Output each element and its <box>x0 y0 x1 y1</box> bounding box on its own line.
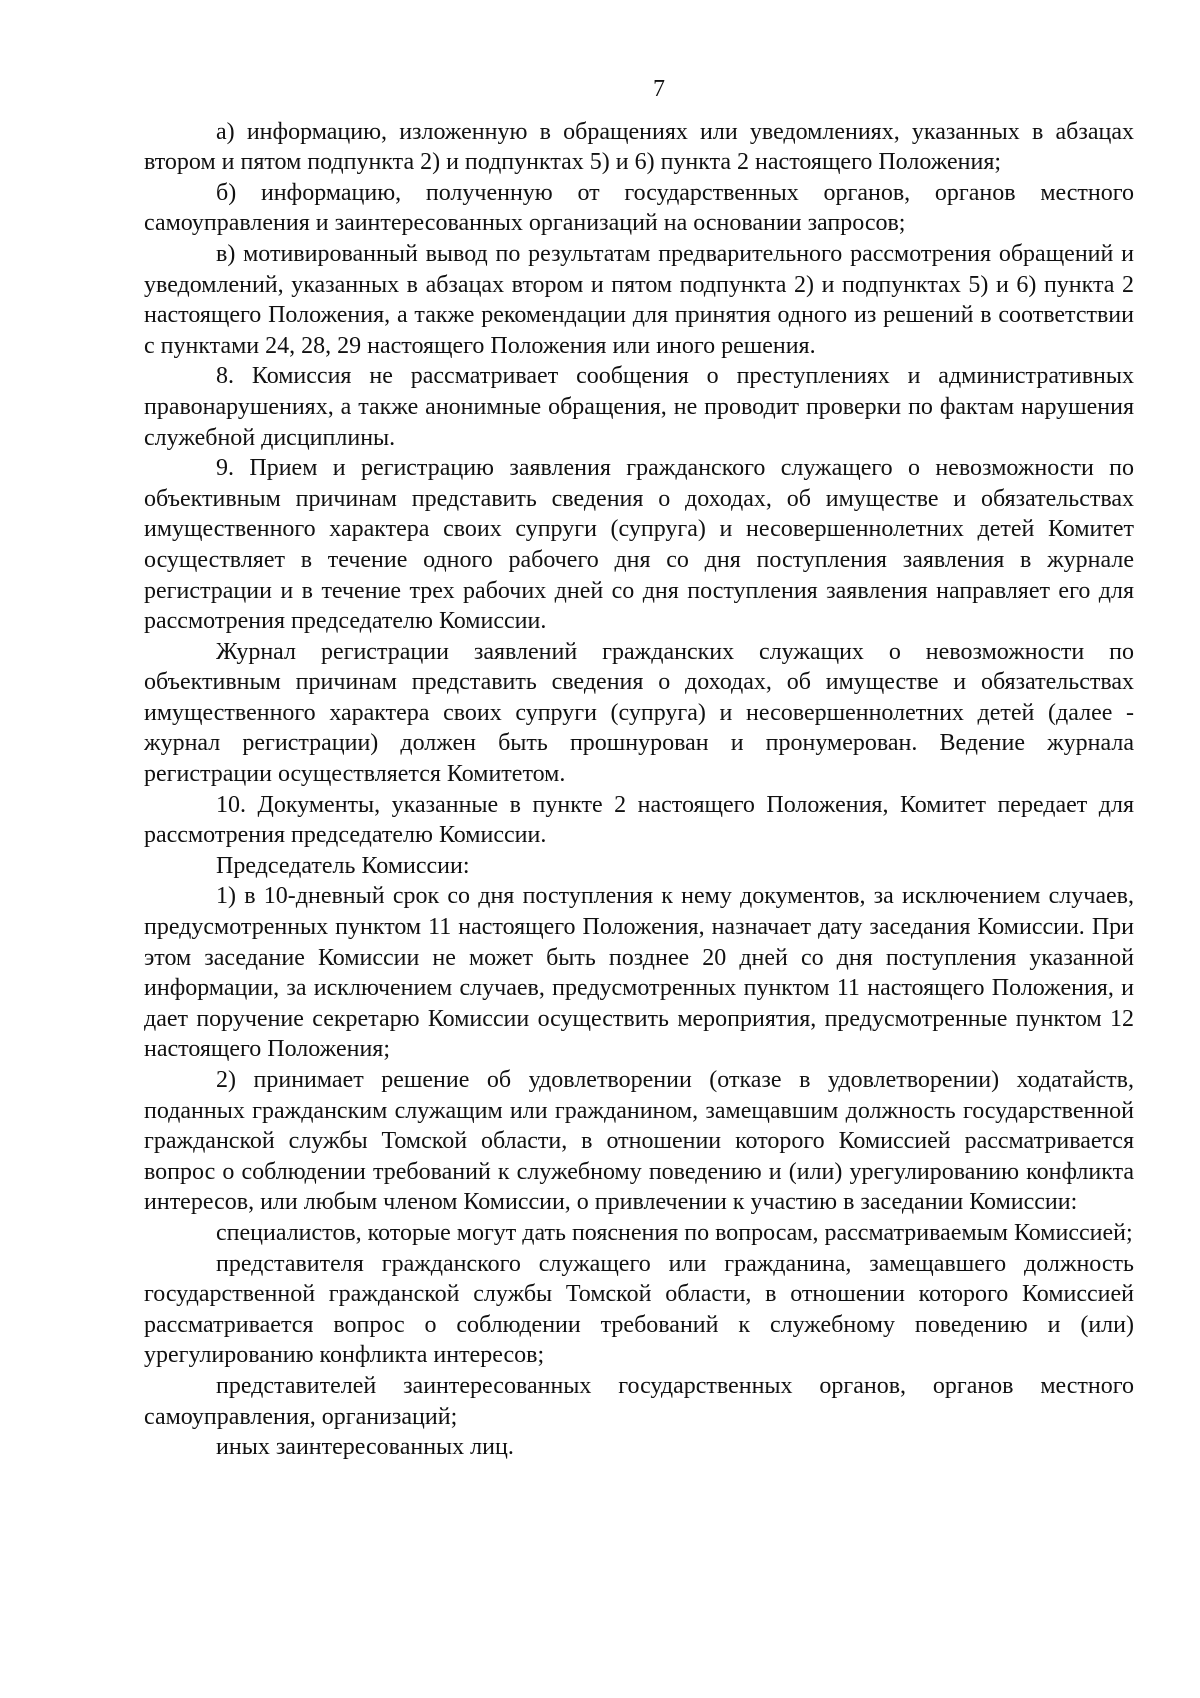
paragraph-item-b: б) информацию, полученную от государственных органов, органов местного самоуправления и заинтересованных организаций на основании запросов; <box>144 179 1134 237</box>
paragraph-item-v: в) мотивированный вывод по результатам предварительного рассмотрения обращений и уведомлений, указанных в абзацах втором и пятом подпункта 2) и подпунктах 5) и 6) пункта 2 настоящего Положения, а также рекомендации для принятия одного из решений в соответствии с пунктами 24, 28, 29 настоящего Положения или иного решения. <box>144 240 1134 359</box>
paragraph-clause-8: 8. Комиссия не рассматривает сообщения о преступлениях и административных правонарушениях, а также анонимные обращения, не проводит проверки по фактам нарушения служебной дисциплины. <box>144 363 1134 451</box>
paragraph-bodies-representatives: представителей заинтересованных государственных органов, органов местного самоуправления, организаций; <box>144 1372 1134 1430</box>
paragraph-subitem-1: 1) в 10-дневный срок со дня поступления к нему документов, за исключением случаев, предусмотренных пунктом 11 настоящего Положения, назначает дату заседания Комиссии. При этом заседание Комиссии не может быть позднее 20 дней со дня поступления указанной информации, за исключением случаев, предусмотренных пунктом 11 настоящего Положения, и дает поручение секретарю Комиссии осуществить мероприятия, предусмотренные пунктом 12 настоящего Положения; <box>144 883 1134 1063</box>
paragraph-subitem-2: 2) принимает решение об удовлетворении (отказе в удовлетворении) ходатайств, поданных гражданским служащим или гражданином, замещавшим должность государственной гражданской службы Томской области, в отношении которого Комиссией рассматривается вопрос о соблюдении требований к служебному поведению и (или) урегулированию конфликта интересов, или любым членом Комиссии, о привлечении к участию в заседании Комиссии: <box>144 1067 1134 1216</box>
page-number: 7 <box>653 76 665 102</box>
paragraph-chairman-heading: Председатель Комиссии: <box>216 852 470 879</box>
paragraph-representative: представителя гражданского служащего или гражданина, замещавшего должность государственной гражданской службы Томской области, в отношении которого Комиссией рассматривается вопрос о соблюдении требований к служебному поведению и (или) урегулированию конфликта интересов; <box>144 1250 1134 1369</box>
paragraph-clause-9: 9. Прием и регистрацию заявления гражданского служащего о невозможности по объективным причинам представить сведения о доходах, об имуществе и обязательствах имущественного характера своих супруги (супруга) и несовершеннолетних детей Комитет осуществляет в течение одного рабочего дня со дня поступления заявления в журнале регистрации и в течение трех рабочих дней со дня поступления заявления направляет его для рассмотрения председателю Комиссии. <box>144 455 1134 635</box>
paragraph-specialists: специалистов, которые могут дать пояснения по вопросам, рассматриваемым Комиссией; <box>216 1219 1133 1246</box>
paragraph-clause-10: 10. Документы, указанные в пункте 2 настоящего Положения, Комитет передает для рассмотрения председателю Комиссии. <box>144 791 1134 849</box>
paragraph-item-a: а) информацию, изложенную в обращениях или уведомлениях, указанных в абзацах втором и пятом подпункта 2) и подпунктах 5) и 6) пункта 2 настоящего Положения; <box>144 118 1134 176</box>
paragraph-other-persons: иных заинтересованных лиц. <box>216 1434 514 1461</box>
paragraph-registration-journal: Журнал регистрации заявлений гражданских служащих о невозможности по объективным причинам представить сведения о доходах, об имуществе и обязательствах имущественного характера своих супруги (супруга) и несовершеннолетних детей (далее - журнал регистрации) должен быть прошнурован и пронумерован. Ведение журнала регистрации осуществляется Комитетом. <box>144 638 1134 788</box>
